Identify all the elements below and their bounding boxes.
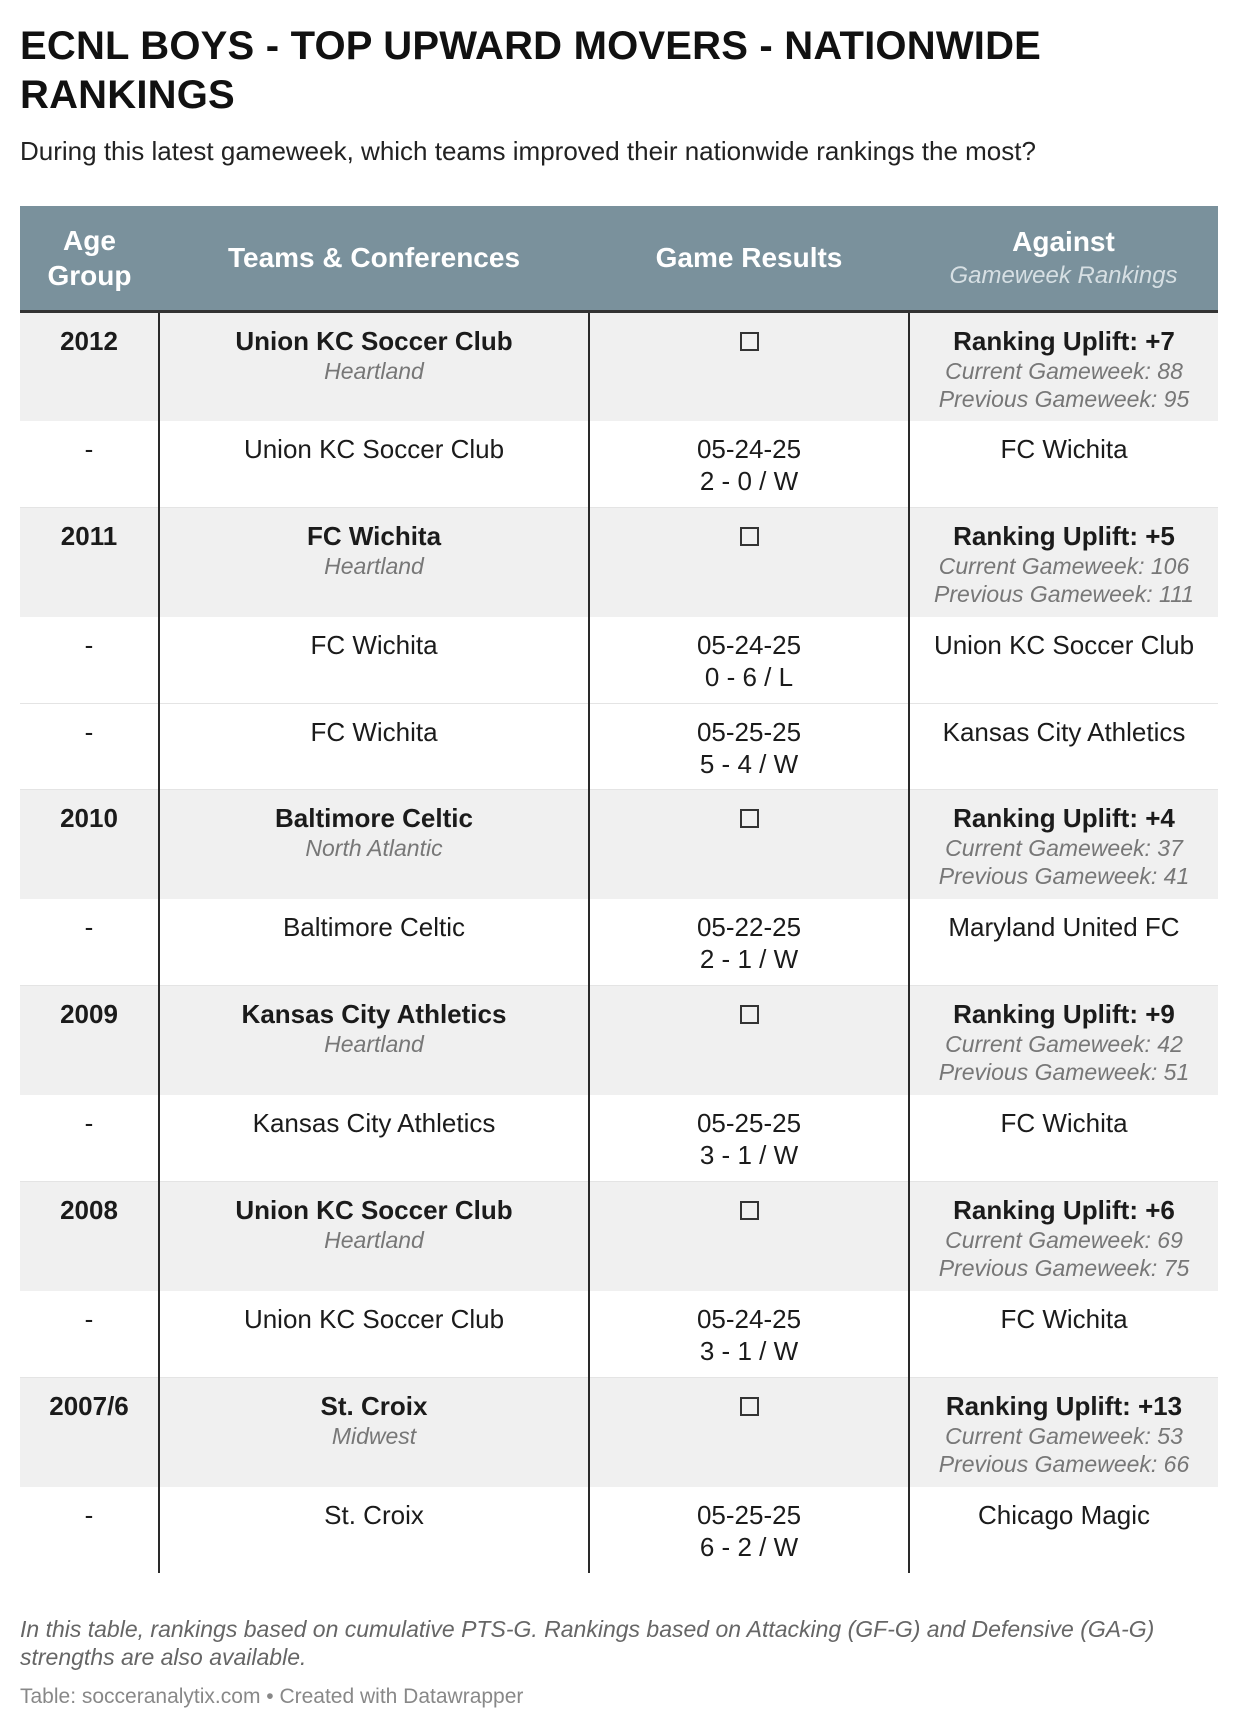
table-row-summary (20, 985, 1218, 1095)
game-date: 05-24-25 (696, 434, 802, 464)
result-cell (589, 1291, 909, 1377)
result-cell (589, 703, 909, 789)
result-cell (589, 899, 909, 985)
ranking-uplift: Ranking Uplift: +5 (953, 520, 1175, 551)
ranking-uplift: Ranking Uplift: +4 (953, 802, 1175, 833)
table-row-game (20, 703, 1218, 789)
table-row-summary (20, 1181, 1218, 1291)
result-cell (589, 1095, 909, 1181)
team-name: Union KC Soccer Club (235, 1194, 513, 1225)
conference-name: Heartland (324, 552, 424, 579)
team-name: St. Croix (320, 1390, 428, 1421)
team-name: Kansas City Athletics (241, 998, 507, 1029)
rankings-cell (909, 1377, 1218, 1487)
age-group-cell: - (20, 899, 159, 985)
team-cell (159, 985, 589, 1095)
against-cell: FC Wichita (909, 421, 1218, 507)
against-cell: Kansas City Athletics (909, 703, 1218, 789)
game-score: 2 - 0 / W (699, 466, 799, 496)
team-cell (159, 789, 589, 899)
against-cell: Union KC Soccer Club (909, 617, 1218, 703)
game-date: 05-25-25 (696, 1108, 802, 1138)
current-gameweek: Current Gameweek: 69 (945, 1226, 1183, 1253)
previous-gameweek: Previous Gameweek: 75 (938, 1254, 1190, 1281)
age-group-cell: 2011 (20, 507, 159, 617)
team-cell: Kansas City Athletics (159, 1095, 589, 1181)
conference-name: Midwest (331, 1422, 417, 1449)
against-cell: FC Wichita (909, 1291, 1218, 1377)
table-row-game (20, 617, 1218, 703)
game-date: 05-24-25 (696, 1304, 802, 1334)
game-date: 05-25-25 (696, 1500, 802, 1530)
current-gameweek: Current Gameweek: 42 (945, 1030, 1183, 1057)
current-gameweek: Current Gameweek: 88 (945, 357, 1183, 384)
table-row-summary (20, 311, 1218, 421)
rankings-cell (909, 311, 1218, 421)
table-body (20, 311, 1218, 1573)
square-icon (740, 1397, 759, 1416)
team-name: Baltimore Celtic (275, 802, 473, 833)
header-against[interactable]: Against Gameweek Rankings (909, 206, 1218, 311)
result-cell (589, 1487, 909, 1573)
current-gameweek: Current Gameweek: 106 (938, 552, 1190, 579)
game-date: 05-22-25 (696, 912, 802, 942)
age-group-cell: 2008 (20, 1181, 159, 1291)
table-header-row (20, 206, 1218, 311)
chart-subtitle: During this latest gameweek, which teams improved their nationwide rankings the most? (20, 136, 1036, 166)
game-score: 0 - 6 / L (704, 662, 794, 692)
age-group-cell: 2007/6 (20, 1377, 159, 1487)
age-group-cell: - (20, 617, 159, 703)
conference-name: Heartland (324, 1030, 424, 1057)
result-cell (589, 617, 909, 703)
team-name: Union KC Soccer Club (235, 325, 513, 356)
rankings-table (20, 206, 1218, 1573)
table-row-game (20, 1291, 1218, 1377)
team-cell (159, 507, 589, 617)
chart-container (20, 22, 1218, 1711)
table-row-game (20, 899, 1218, 985)
game-score: 6 - 2 / W (699, 1532, 799, 1562)
header-teams-conferences[interactable]: Teams & Conferences (159, 206, 589, 311)
ranking-uplift: Ranking Uplift: +9 (953, 998, 1175, 1029)
team-cell: Baltimore Celtic (159, 899, 589, 985)
game-score: 5 - 4 / W (699, 748, 799, 779)
header-game-results[interactable]: Game Results (589, 206, 909, 311)
result-cell (589, 507, 909, 617)
age-group-cell: 2012 (20, 311, 159, 421)
conference-name: Heartland (324, 1226, 424, 1253)
table-row-summary (20, 507, 1218, 617)
previous-gameweek: Previous Gameweek: 111 (934, 580, 1194, 607)
team-cell (159, 311, 589, 421)
against-cell: FC Wichita (909, 1095, 1218, 1181)
table-row-game (20, 421, 1218, 507)
team-cell: FC Wichita (159, 703, 589, 789)
square-icon (740, 809, 759, 828)
previous-gameweek: Previous Gameweek: 41 (938, 862, 1190, 889)
ranking-uplift: Ranking Uplift: +13 (945, 1390, 1183, 1421)
previous-gameweek: Previous Gameweek: 51 (938, 1058, 1190, 1085)
age-group-cell: - (20, 1487, 159, 1573)
square-icon (740, 332, 759, 351)
rankings-cell (909, 789, 1218, 899)
conference-name: North Atlantic (305, 834, 443, 861)
against-cell: Chicago Magic (909, 1487, 1218, 1573)
header-age-group[interactable]: Age Group (20, 206, 159, 311)
result-cell (589, 789, 909, 899)
result-cell (589, 421, 909, 507)
square-icon (740, 527, 759, 546)
table-row-game (20, 1487, 1218, 1573)
rankings-cell (909, 1181, 1218, 1291)
team-cell (159, 1377, 589, 1487)
age-group-cell: - (20, 1095, 159, 1181)
square-icon (740, 1005, 759, 1024)
team-cell: Union KC Soccer Club (159, 1291, 589, 1377)
ranking-uplift: Ranking Uplift: +6 (953, 1194, 1175, 1225)
table-row-game (20, 1095, 1218, 1181)
footer-note: In this table, rankings based on cumulative PTS-G. Rankings based on Attacking (GF-G) and Defensive (GA-G) strengths are also available. (20, 1616, 1155, 1670)
footer-source: Table: socceranalytix.com • Created with Datawrapper (20, 1685, 524, 1708)
game-score: 3 - 1 / W (699, 1140, 799, 1170)
game-score: 2 - 1 / W (699, 944, 799, 974)
table-row-summary (20, 1377, 1218, 1487)
chart-title: ECNL BOYS - TOP UPWARD MOVERS - NATIONWIDE RANKINGS (20, 24, 1042, 117)
result-cell (589, 1181, 909, 1291)
game-score: 3 - 1 / W (699, 1336, 799, 1366)
age-group-cell: 2010 (20, 789, 159, 899)
rankings-cell (909, 507, 1218, 617)
team-cell: Union KC Soccer Club (159, 421, 589, 507)
result-cell (589, 1377, 909, 1487)
header-against-subtitle: Gameweek Rankings (949, 262, 1178, 290)
previous-gameweek: Previous Gameweek: 66 (938, 1450, 1190, 1477)
game-date: 05-24-25 (696, 630, 802, 660)
conference-name: Heartland (324, 357, 424, 384)
square-icon (740, 1201, 759, 1220)
team-cell: FC Wichita (159, 617, 589, 703)
rankings-cell (909, 985, 1218, 1095)
team-name: FC Wichita (306, 520, 442, 551)
table-row-summary (20, 789, 1218, 899)
against-cell: Maryland United FC (909, 899, 1218, 985)
result-cell (589, 985, 909, 1095)
age-group-cell: - (20, 703, 159, 789)
game-date: 05-25-25 (696, 716, 802, 747)
current-gameweek: Current Gameweek: 53 (945, 1422, 1183, 1449)
current-gameweek: Current Gameweek: 37 (945, 834, 1183, 861)
team-cell: St. Croix (159, 1487, 589, 1573)
team-cell (159, 1181, 589, 1291)
previous-gameweek: Previous Gameweek: 95 (938, 385, 1190, 412)
age-group-cell: - (20, 1291, 159, 1377)
age-group-cell: - (20, 421, 159, 507)
result-cell (589, 311, 909, 421)
age-group-cell: 2009 (20, 985, 159, 1095)
ranking-uplift: Ranking Uplift: +7 (953, 325, 1175, 356)
